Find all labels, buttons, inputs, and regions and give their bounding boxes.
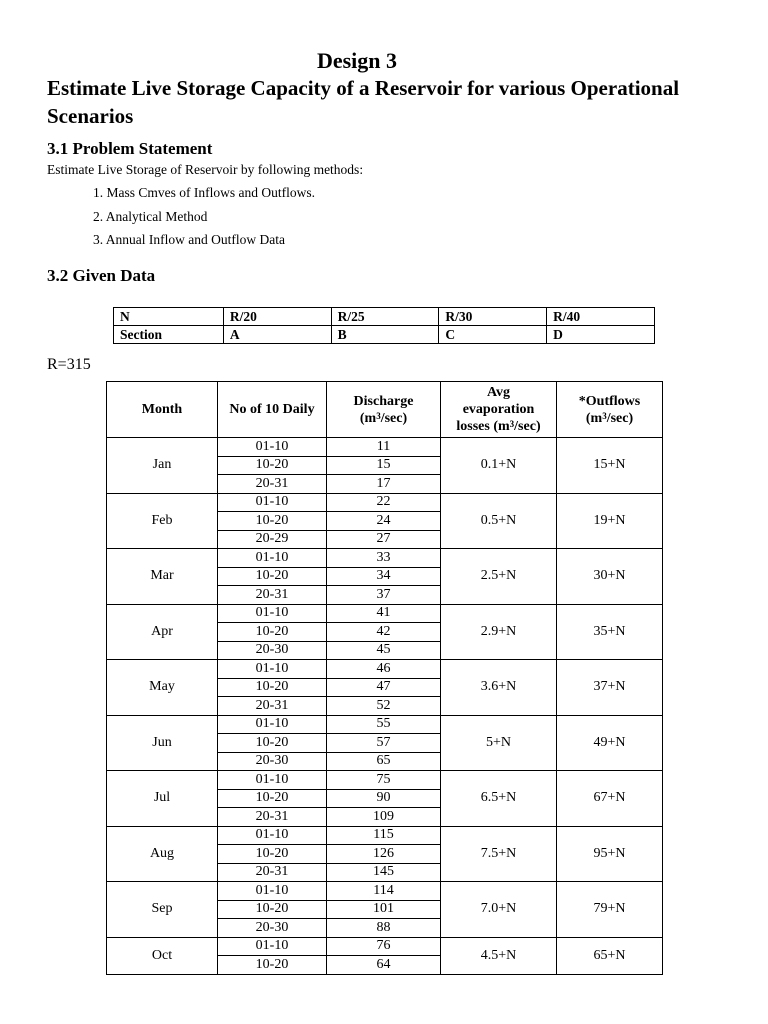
period-cell: 01-10 bbox=[218, 715, 327, 734]
section-cell: R/30 bbox=[439, 308, 547, 326]
discharge-cell: 27 bbox=[327, 530, 441, 549]
table-row bbox=[107, 604, 663, 623]
method-item: 2. Analytical Method bbox=[93, 208, 208, 224]
table-row bbox=[107, 660, 663, 679]
page-title: Design 3 bbox=[316, 48, 398, 73]
period-cell: 20-29 bbox=[218, 530, 327, 549]
section-table bbox=[113, 307, 655, 344]
header-outflows bbox=[557, 382, 663, 438]
section-cell: B bbox=[331, 326, 439, 344]
section-cell: A bbox=[223, 326, 331, 344]
period-cell: 01-10 bbox=[218, 882, 327, 901]
given-data-heading: 3.2 Given Data bbox=[47, 266, 156, 285]
period-cell: 20-31 bbox=[218, 863, 327, 882]
period-cell: 10-20 bbox=[218, 512, 327, 531]
discharge-cell: 37 bbox=[327, 586, 441, 605]
header-discharge-label: Discharge bbox=[353, 393, 414, 409]
evaporation-cell: 4.5+N bbox=[441, 937, 557, 974]
discharge-cell: 65 bbox=[327, 752, 441, 771]
header-month: Month bbox=[107, 382, 218, 438]
evaporation-cell: 3.6+N bbox=[441, 660, 557, 716]
month-cell: Sep bbox=[107, 882, 218, 938]
evaporation-cell: 0.5+N bbox=[441, 493, 557, 549]
discharge-cell: 88 bbox=[327, 919, 441, 938]
outflow-cell: 35+N bbox=[557, 604, 663, 660]
evaporation-cell: 7.0+N bbox=[441, 882, 557, 938]
problem-statement-heading: 3.1 Problem Statement bbox=[47, 139, 213, 158]
table-row bbox=[107, 826, 663, 845]
period-cell: 01-10 bbox=[218, 549, 327, 568]
month-cell: Aug bbox=[107, 826, 218, 882]
period-cell: 20-31 bbox=[218, 808, 327, 827]
discharge-cell: 126 bbox=[327, 845, 441, 864]
period-cell: 10-20 bbox=[218, 456, 327, 475]
discharge-cell: 33 bbox=[327, 549, 441, 568]
header-evaporation bbox=[441, 382, 557, 438]
evaporation-cell: 7.5+N bbox=[441, 826, 557, 882]
discharge-cell: 101 bbox=[327, 900, 441, 919]
outflow-cell: 30+N bbox=[557, 549, 663, 605]
month-cell: May bbox=[107, 660, 218, 716]
month-cell: Apr bbox=[107, 604, 218, 660]
month-cell: Jan bbox=[107, 438, 218, 494]
discharge-cell: 47 bbox=[327, 678, 441, 697]
section-cell: D bbox=[547, 326, 655, 344]
outflow-cell: 95+N bbox=[557, 826, 663, 882]
table-body bbox=[107, 438, 663, 975]
month-cell: Jul bbox=[107, 771, 218, 827]
period-cell: 10-20 bbox=[218, 623, 327, 642]
month-cell: Oct bbox=[107, 937, 218, 974]
document-heading: Estimate Live Storage Capacity of a Reservoir for various Operational Scenarios bbox=[47, 76, 680, 128]
evaporation-cell: 5+N bbox=[441, 715, 557, 771]
unit-tail: /sec) bbox=[380, 410, 408, 426]
discharge-cell: 11 bbox=[327, 438, 441, 457]
period-cell: 10-20 bbox=[218, 900, 327, 919]
period-cell: 01-10 bbox=[218, 826, 327, 845]
discharge-cell: 22 bbox=[327, 493, 441, 512]
period-cell: 20-31 bbox=[218, 697, 327, 716]
discharge-cell: 46 bbox=[327, 660, 441, 679]
table-row bbox=[107, 937, 663, 956]
discharge-cell: 42 bbox=[327, 623, 441, 642]
period-cell: 01-10 bbox=[218, 438, 327, 457]
period-cell: 10-20 bbox=[218, 567, 327, 586]
table-row bbox=[107, 549, 663, 568]
table-row bbox=[107, 493, 663, 512]
discharge-cell: 55 bbox=[327, 715, 441, 734]
period-cell: 01-10 bbox=[218, 937, 327, 956]
unit-tail: /sec) bbox=[606, 410, 634, 426]
method-item: 1. Mass Cmves of Inflows and Outflows. bbox=[93, 185, 315, 200]
header-evap-line1: Avg bbox=[486, 385, 511, 400]
outflow-cell: 49+N bbox=[557, 715, 663, 771]
method-list bbox=[93, 185, 315, 256]
section-cell: N bbox=[114, 308, 224, 326]
evaporation-cell: 6.5+N bbox=[441, 771, 557, 827]
period-cell: 10-20 bbox=[218, 956, 327, 975]
problem-statement-intro: Estimate Live Storage of Reservoir by following methods: bbox=[47, 162, 364, 177]
unit-tail: /sec) bbox=[514, 419, 541, 434]
period-cell: 01-10 bbox=[218, 604, 327, 623]
table-row bbox=[107, 882, 663, 901]
table-row bbox=[107, 771, 663, 790]
section-table-row bbox=[114, 308, 655, 326]
unit-superscript: 3 bbox=[509, 419, 515, 429]
evaporation-cell: 2.9+N bbox=[441, 604, 557, 660]
period-cell: 20-31 bbox=[218, 586, 327, 605]
period-cell: 10-20 bbox=[218, 734, 327, 753]
header-evap-line2: evaporation bbox=[462, 402, 535, 417]
outflow-cell: 79+N bbox=[557, 882, 663, 938]
discharge-cell: 15 bbox=[327, 456, 441, 475]
unit-superscript: 3 bbox=[376, 410, 381, 421]
period-cell: 10-20 bbox=[218, 789, 327, 808]
period-cell: 01-10 bbox=[218, 660, 327, 679]
section-cell: Section bbox=[114, 326, 224, 344]
table-row bbox=[107, 438, 663, 457]
period-cell: 20-30 bbox=[218, 752, 327, 771]
header-outflows-unit: (m bbox=[585, 410, 603, 426]
discharge-cell: 57 bbox=[327, 734, 441, 753]
section-cell: R/20 bbox=[223, 308, 331, 326]
header-outflows-label: *Outflows bbox=[578, 393, 641, 409]
discharge-cell: 34 bbox=[327, 567, 441, 586]
period-cell: 10-20 bbox=[218, 845, 327, 864]
period-cell: 10-20 bbox=[218, 678, 327, 697]
discharge-cell: 75 bbox=[327, 771, 441, 790]
period-cell: 20-30 bbox=[218, 641, 327, 660]
header-discharge bbox=[327, 382, 441, 438]
outflow-cell: 65+N bbox=[557, 937, 663, 974]
discharge-cell: 114 bbox=[327, 882, 441, 901]
discharge-cell: 24 bbox=[327, 512, 441, 531]
section-cell: R/25 bbox=[331, 308, 439, 326]
table-header-row bbox=[107, 382, 663, 438]
discharge-cell: 52 bbox=[327, 697, 441, 716]
month-cell: Jun bbox=[107, 715, 218, 771]
discharge-cell: 145 bbox=[327, 863, 441, 882]
discharge-cell: 64 bbox=[327, 956, 441, 975]
discharge-cell: 45 bbox=[327, 641, 441, 660]
section-cell: C bbox=[439, 326, 547, 344]
discharge-cell: 109 bbox=[327, 808, 441, 827]
outflow-cell: 37+N bbox=[557, 660, 663, 716]
outflow-cell: 19+N bbox=[557, 493, 663, 549]
outflow-cell: 15+N bbox=[557, 438, 663, 494]
header-discharge-unit: (m bbox=[359, 410, 377, 426]
month-cell: Feb bbox=[107, 493, 218, 549]
period-cell: 20-30 bbox=[218, 919, 327, 938]
unit-superscript: 3 bbox=[602, 410, 607, 421]
table-row bbox=[107, 715, 663, 734]
evaporation-cell: 2.5+N bbox=[441, 549, 557, 605]
discharge-cell: 115 bbox=[327, 826, 441, 845]
method-item: 3. Annual Inflow and Outflow Data bbox=[93, 232, 285, 247]
r-value: R=315 bbox=[47, 356, 91, 373]
period-cell: 20-31 bbox=[218, 475, 327, 494]
evaporation-cell: 0.1+N bbox=[441, 438, 557, 494]
outflow-cell: 67+N bbox=[557, 771, 663, 827]
period-cell: 01-10 bbox=[218, 771, 327, 790]
discharge-cell: 90 bbox=[327, 789, 441, 808]
header-evap-line3: losses (m bbox=[456, 419, 510, 434]
section-cell: R/40 bbox=[547, 308, 655, 326]
discharge-cell: 41 bbox=[327, 604, 441, 623]
inflow-outflow-table bbox=[106, 381, 663, 975]
month-cell: Mar bbox=[107, 549, 218, 605]
discharge-cell: 76 bbox=[327, 937, 441, 956]
discharge-cell: 17 bbox=[327, 475, 441, 494]
header-daily: No of 10 Daily bbox=[218, 382, 327, 438]
period-cell: 01-10 bbox=[218, 493, 327, 512]
section-table-row bbox=[114, 326, 655, 344]
